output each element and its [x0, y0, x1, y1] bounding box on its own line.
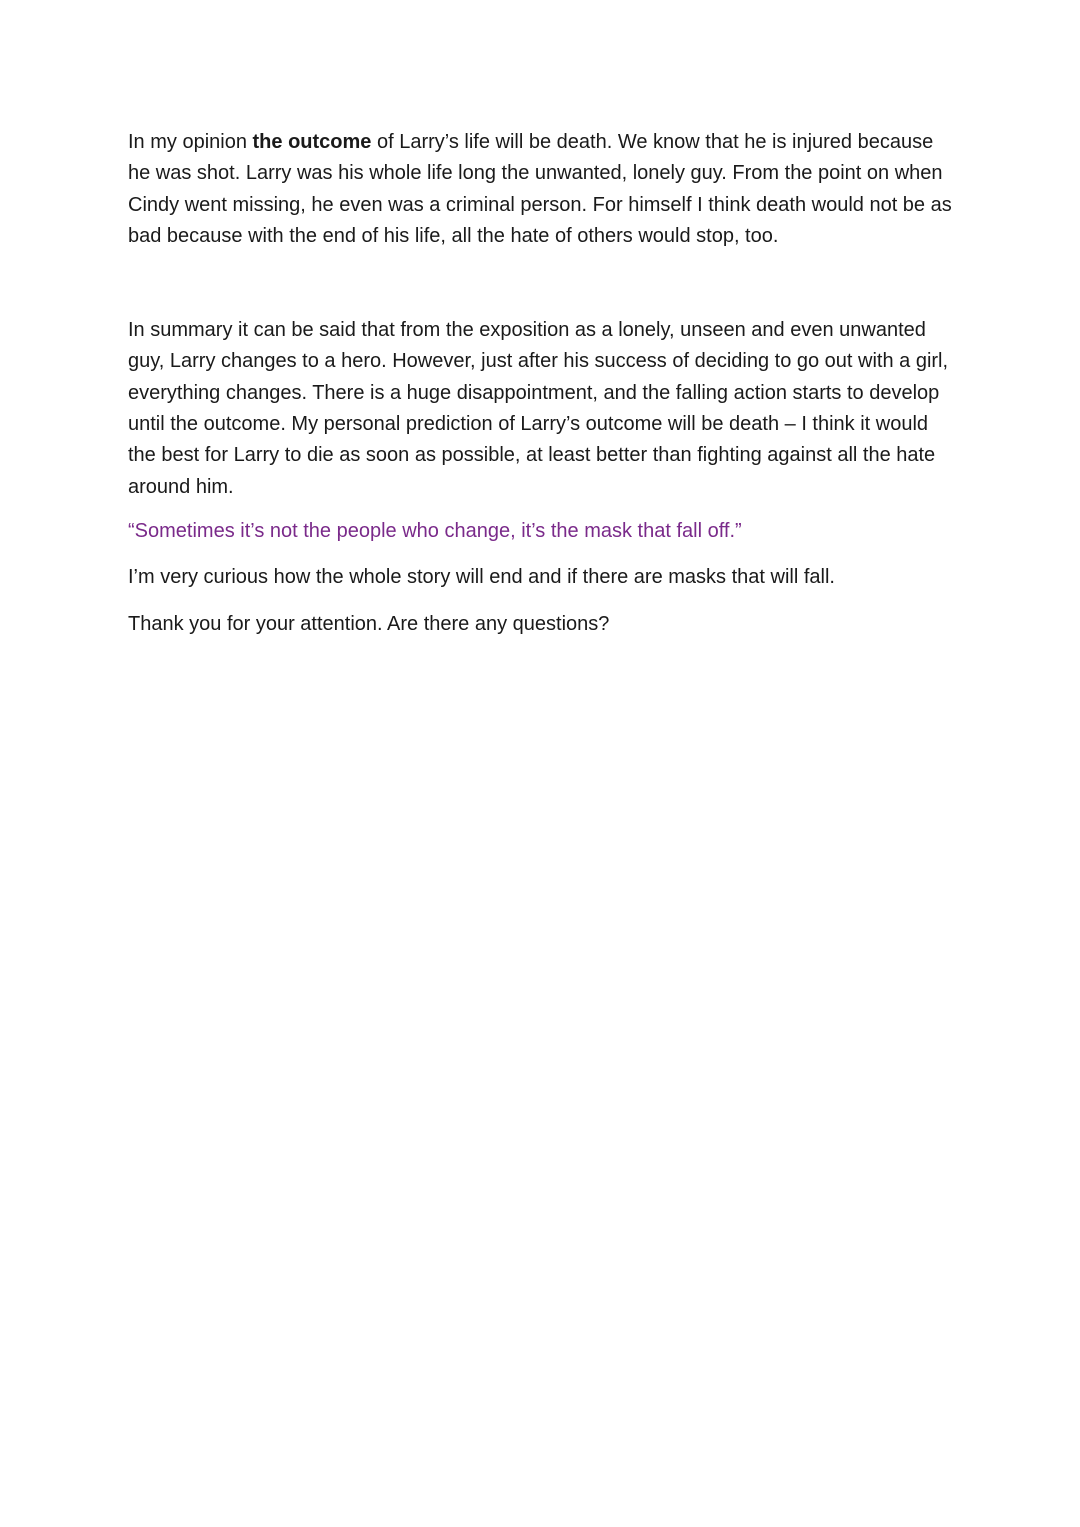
outcome-bold-phrase: the outcome: [252, 131, 372, 153]
quote-line: “Sometimes it’s not the people who change, it’s the mask that fall off.”: [128, 519, 742, 542]
outcome-rest: of Larry’s life will be death. We know that he is injured because he was shot. Larry was his whole life long the unwanted, lonely guy. From the point on when Cindy went missing, he even was a criminal person. For himself I think death would not be as bad because with the end of his life, all the hate of others would stop, too.: [128, 131, 952, 247]
document-body: [128, 127, 958, 640]
closing-line: Thank you for your attention. Are there any questions?: [128, 612, 610, 635]
outcome-paragraph: [128, 127, 958, 252]
summary-paragraph: In summary it can be said that from the exposition as a lonely, unseen and even unwanted guy, Larry changes to a hero. However, just after his success of deciding to go out with a girl, everything changes. There is a huge disappointment, and the falling action starts to develop until the outcome. My personal prediction of Larry’s outcome will be death – I think it would the best for Larry to die as soon as possible, at least better than fighting against all the hate around him.: [128, 319, 949, 498]
outcome-intro: In my opinion: [128, 131, 253, 153]
curiosity-paragraph: I’m very curious how the whole story will end and if there are masks that will fall.: [128, 566, 835, 589]
